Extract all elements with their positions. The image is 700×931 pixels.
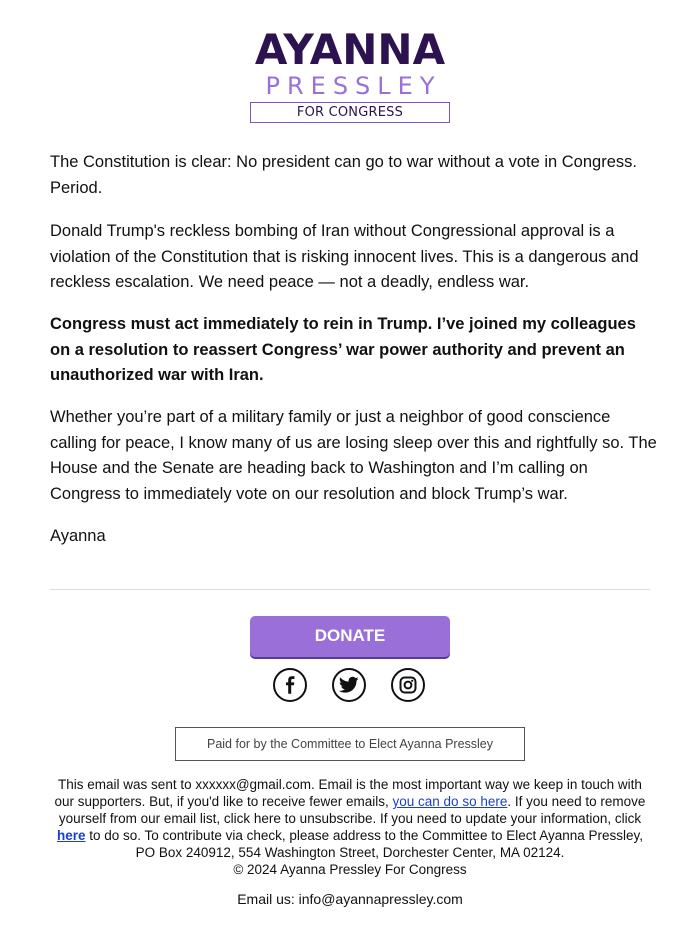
footer-text [50, 776, 650, 878]
logo-tagline: FOR CONGRESS [250, 102, 450, 123]
paragraph-bombing: Donald Trump's reckless bombing of Iran without Congressional approval is a violation of the Constitution that is risking innocent lives. This is a dangerous and reckless escalation. We need peace — not a deadly, endless war. [50, 222, 639, 291]
divider [50, 589, 650, 590]
paragraph-military-family: Whether you’re part of a military family or just a neighbor of good conscience calling for peace, I know many of us are losing sleep over this and rightfully so. The House and the Senate are heading back to Washington and I’m calling on Congress to immediately vote on our resolution and block Trump’s war. [50, 408, 657, 503]
twitter-icon [339, 677, 359, 694]
campaign-logo [248, 25, 452, 123]
instagram-link[interactable] [391, 668, 425, 702]
fewer-emails-link[interactable]: you can do so here [392, 794, 508, 809]
instagram-icon [399, 676, 417, 694]
paid-for-disclaimer: Paid for by the Committee to Elect Ayanna Pressley [175, 727, 525, 761]
logo-last-name: PRESSLEY [265, 72, 442, 100]
copyright: © 2024 Ayanna Pressley For Congress [233, 862, 467, 877]
twitter-link[interactable] [332, 668, 366, 702]
contact-email: Email us: info@ayannapressley.com [237, 891, 463, 907]
donate-button[interactable]: DONATE [250, 616, 450, 657]
paragraph-constitution: The Constitution is clear: No president can go to war without a vote in Congress. Period. [50, 153, 637, 197]
logo-first-name: AYANNA [254, 25, 446, 74]
footer-part-2: . If you need to remove yourself from our email list, click here to unsubscribe. If you need to update your information, click [58, 794, 646, 826]
footer-part-3: to do so. To contribute via check, please address to the Committee to Elect Ayanna Pressley, PO Box 240912, 554 Washington Street, Dorchester Center, MA 02124. [85, 828, 644, 860]
footer-part-1: This email was sent to xxxxxx@gmail.com. Email is the most important way we keep in touch with our supporters. But, if you'd like to receive fewer emails, [54, 777, 642, 809]
facebook-icon [282, 676, 298, 694]
paragraph-resolution: Congress must act immediately to rein in Trump. I’ve joined my colleagues on a resolution to reassert Congress’ war power authority and prevent an unauthorized war with Iran. [50, 315, 636, 384]
facebook-link[interactable] [273, 668, 307, 702]
update-info-link[interactable]: here [56, 828, 86, 843]
signature: Ayanna [50, 527, 106, 545]
